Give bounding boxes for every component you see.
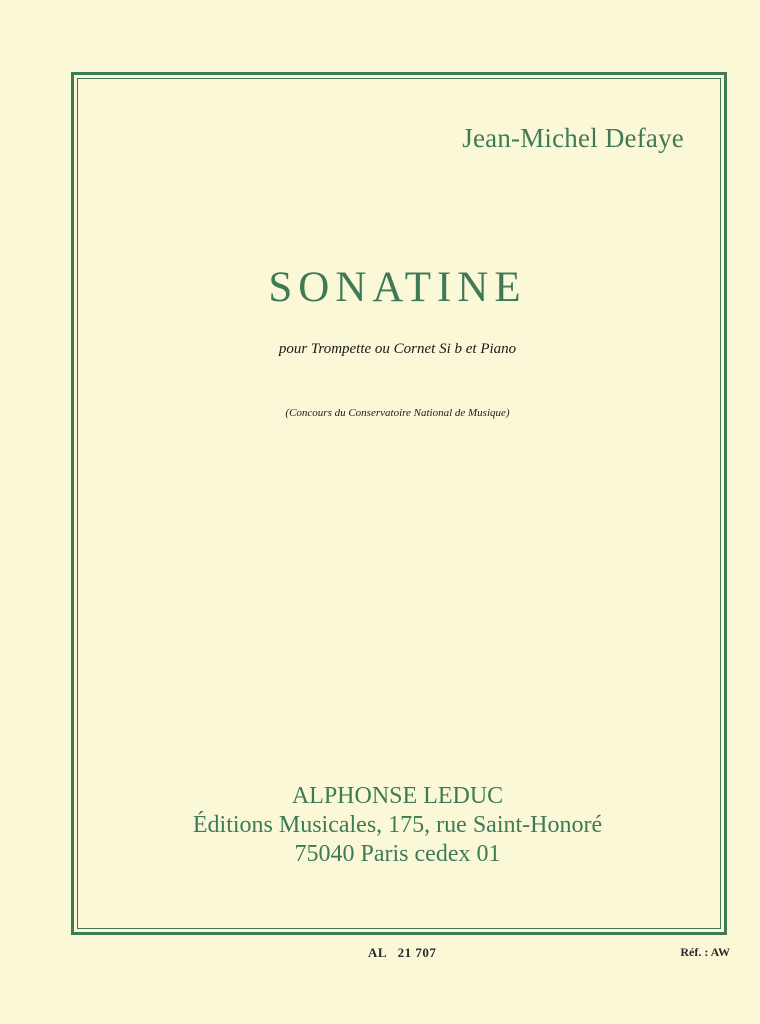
instrumentation: pour Trompette ou Cornet Si b et Piano (278, 341, 517, 357)
competition-note: (Concours du Conservatoire National de Musique) (285, 407, 510, 419)
publisher-address: Éditions Musicales, 175, rue Saint-Honoré (192, 812, 603, 838)
composer-name: Jean-Michel Defaye (462, 123, 684, 153)
publisher-city: 75040 Paris cedex 01 (294, 841, 501, 867)
work-title: SONATINE (268, 264, 527, 311)
catalog-number: AL 21 707 (368, 945, 437, 960)
publisher-block (0, 782, 760, 869)
publisher-name: ALPHONSE LEDUC (291, 783, 504, 809)
reference-code: Réf. : AW (680, 945, 730, 959)
